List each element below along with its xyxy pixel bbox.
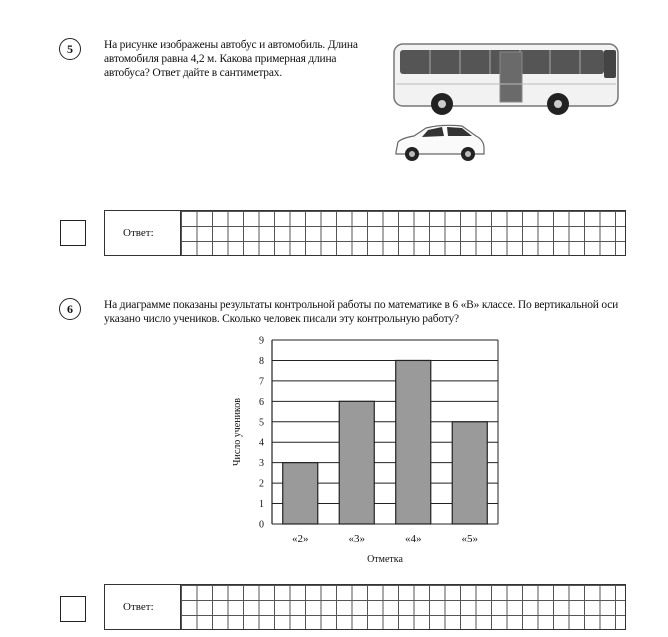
x-tick-label: «4» [405, 533, 422, 545]
bar [396, 360, 431, 524]
y-tick-label: 7 [259, 376, 264, 388]
y-axis-label: Число учеников [232, 397, 243, 467]
y-tick-label: 1 [259, 499, 264, 511]
task6-answer-input[interactable] [181, 585, 625, 629]
task5-number: 5 [59, 38, 81, 60]
task5-text: На рисунке изображены автобус и автомобиль. Длина автомобиля равна 4,2 м. Какова примерная длина автобуса? Ответ дайте в сантиметрах. [104, 39, 358, 79]
task6-answer-row [104, 584, 626, 630]
bar [283, 463, 318, 524]
x-tick-label: «5» [461, 533, 478, 545]
y-tick-label: 5 [259, 417, 264, 429]
task6-answer-label: Ответ: [105, 585, 181, 629]
y-tick-label: 8 [259, 355, 264, 367]
x-axis-label: Отметка [367, 554, 403, 565]
y-tick-label: 3 [259, 458, 264, 470]
task6-number: 6 [59, 298, 81, 320]
x-tick-label: «3» [348, 533, 365, 545]
bus-image [390, 40, 622, 118]
y-tick-label: 6 [259, 396, 264, 408]
car-image [392, 122, 488, 164]
results-bar-chart [220, 330, 510, 570]
y-tick-label: 9 [259, 335, 264, 347]
task5-answer-row [104, 210, 626, 256]
task6-text: На диаграмме показаны результаты контрольной работы по математике в 6 «В» классе. По вертикальной оси указано число учеников. Сколько человек писали эту контрольную работу? [104, 299, 619, 325]
bar [339, 401, 374, 524]
bar [452, 422, 487, 524]
y-tick-label: 2 [259, 478, 264, 490]
task6-checkbox[interactable] [60, 596, 86, 622]
x-tick-label: «2» [292, 533, 309, 545]
task5-answer-label: Ответ: [105, 211, 181, 255]
y-tick-label: 0 [259, 519, 264, 531]
task5-answer-input[interactable] [181, 211, 625, 255]
task5-checkbox[interactable] [60, 220, 86, 246]
y-tick-label: 4 [259, 437, 264, 449]
